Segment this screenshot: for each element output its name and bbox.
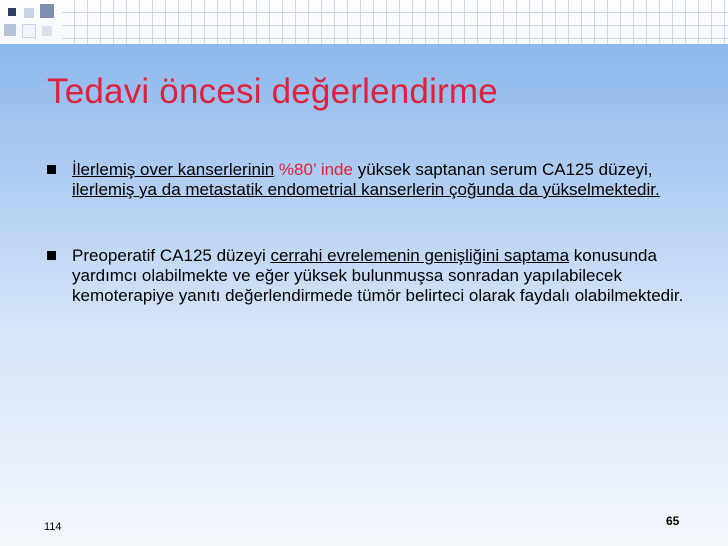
highlight-percentage: %80’ inde [278,160,353,179]
bullet-marker [47,165,56,174]
bullet-marker [47,251,56,260]
bullet-text-segment: İlerlemiş over kanserlerinin [72,160,275,179]
corner-decoration [0,0,62,44]
bullet-text-segment: yüksek saptanan serum CA125 düzeyi, [352,160,653,179]
bullet-item-2 [47,246,687,306]
bullet-text-segment: cerrahi evrelemenin genişliğini saptama [270,246,570,265]
slide-number: 114 [44,521,62,533]
bullet-text-segment: Preoperatif CA125 düzeyi [72,246,271,265]
bullet-item-1 [47,160,687,200]
header-grid-pattern [62,0,728,44]
bullet-text-segment: konusunda yardımcı olabilmekte ve eğer yüksek bulunmuşsa sonradan yapılabilecek kemoterapiye yanıtı değerlendirmede tümör belirteci olarak faydalı olabilmektedir. [72,246,684,305]
slide-title: Tedavi öncesi değerlendirme [47,72,498,111]
bullet-text-segment: ilerlemiş ya da metastatik endometrial kanserlerin çoğunda da yükselmektedir. [72,180,660,199]
bullet-text [72,246,687,306]
page-number: 65 [666,514,680,528]
bullet-text [72,160,687,200]
